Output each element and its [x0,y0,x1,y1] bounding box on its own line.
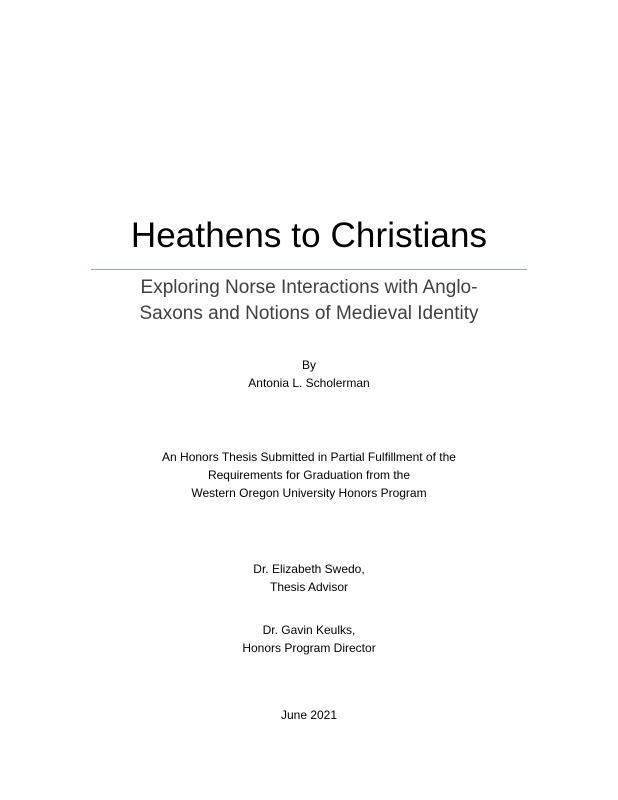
advisor-name: Dr. Elizabeth Swedo, [253,562,365,576]
thesis-advisor [0,560,618,596]
submission-line-2: Requirements for Graduation from the [207,468,411,482]
program-director [0,621,618,657]
advisor-role: Thesis Advisor [269,580,349,594]
submission-line-1: An Honors Thesis Submitted in Partial Fulfillment of the [162,450,456,464]
by-label: By [301,358,316,372]
thesis-subtitle [0,275,618,327]
submission-date: June 2021 [280,708,338,722]
subtitle-line-2: Saxons and Notions of Medieval Identity [139,303,479,324]
submission-statement [0,448,618,502]
author-name: Antonia L. Scholerman [248,376,370,390]
subtitle-line-1: Exploring Norse Interactions with Anglo- [140,277,478,298]
title-divider [91,269,527,270]
director-role: Honors Program Director [242,641,376,655]
thesis-title: Heathens to Christians [130,216,488,255]
director-name: Dr. Gavin Keulks, [262,623,356,637]
submission-line-3: Western Oregon University Honors Program [191,486,427,500]
